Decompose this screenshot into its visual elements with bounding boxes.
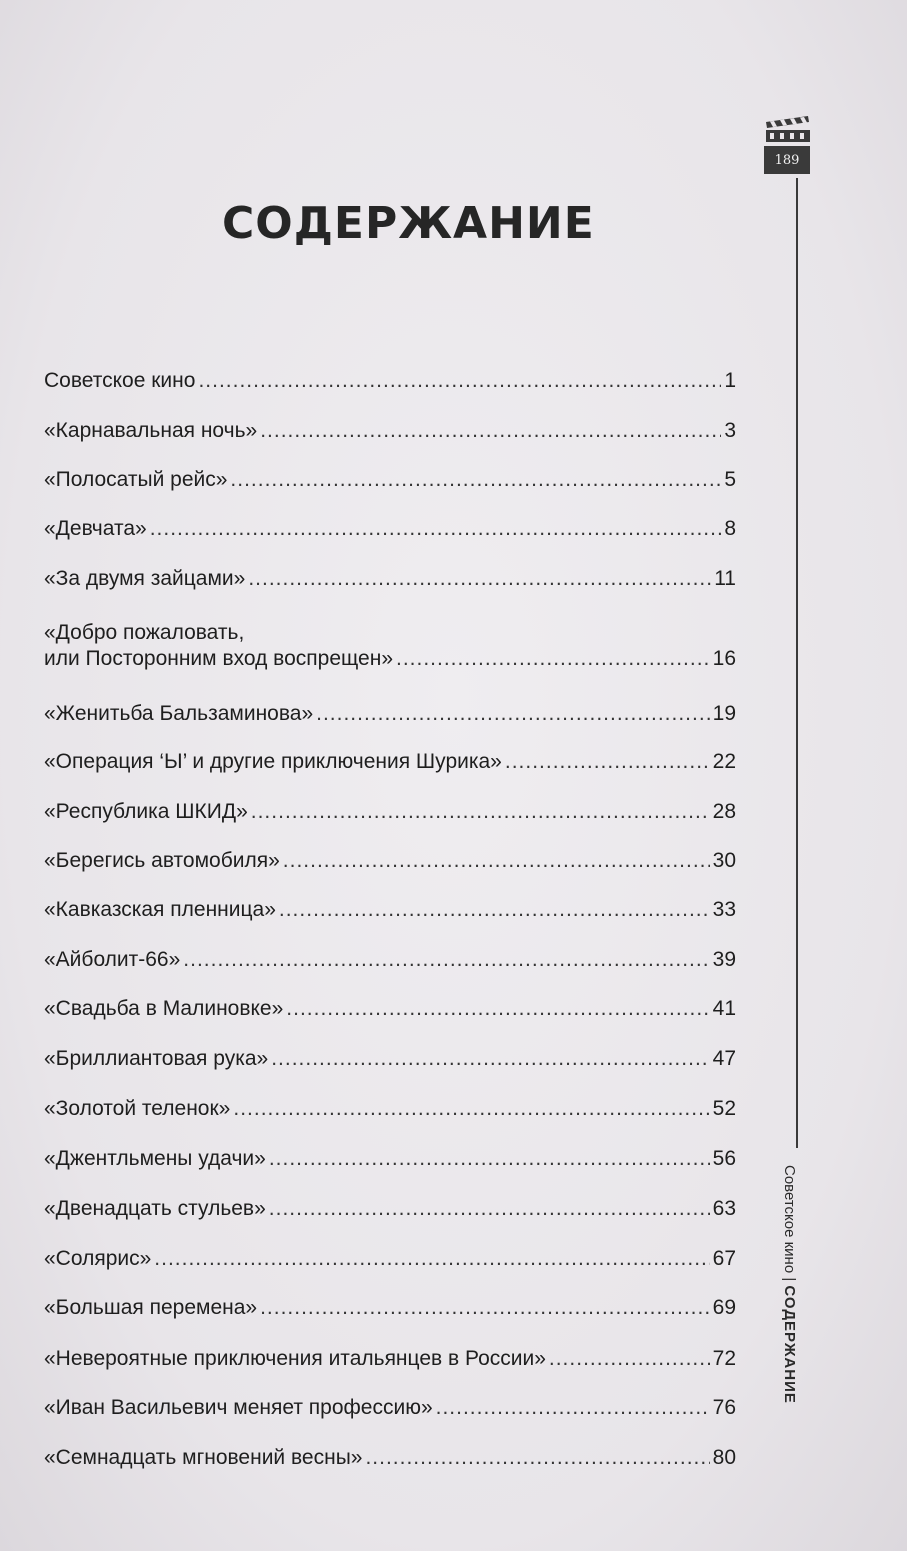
toc-entry-title: «Бриллиантовая рука» [44,1047,269,1070]
toc-entry-title: «За двумя зайцами» [44,567,246,590]
toc-entry [44,620,736,672]
toc-entry-title: «Кавказская пленница» [44,898,276,921]
toc-entry [44,1395,736,1421]
toc-entry-title: «Полосатый рейс» [44,468,228,491]
toc-page-number: 3 [724,419,736,442]
toc-entry-title: или Посторонним вход воспрещен» [44,647,393,670]
toc-leader-dots [150,516,722,542]
toc-entry [44,1346,736,1372]
toc-entry [44,1096,736,1122]
toc-leader-dots [316,701,710,727]
toc-entry [44,996,736,1022]
toc-page-number: 41 [712,997,736,1020]
toc-page-number: 8 [724,517,736,540]
toc-page-number: 56 [712,1147,736,1170]
toc-entry [44,1196,736,1222]
toc-leader-dots [154,1246,709,1272]
toc-leader-dots [198,368,721,394]
toc-leader-dots [286,996,709,1022]
page-title: СОДЕРЖАНИЕ [222,198,595,249]
toc-entry [44,1246,736,1272]
running-header-separator: | [781,1277,798,1282]
toc-page-number: 16 [712,647,736,670]
toc-page-number: 72 [712,1347,736,1370]
toc-page-number: 5 [724,468,736,491]
toc-entry-title: Советское кино [44,369,196,392]
toc-entry-title: «Айболит-66» [44,948,181,971]
toc-entry [44,897,736,923]
toc-entry-title: «Добро пожаловать, [44,621,245,644]
toc-page-number: 69 [712,1296,736,1319]
toc-leader-dots [436,1395,710,1421]
toc-entry-title: «Женитьба Бальзаминова» [44,702,314,725]
toc-page-number: 28 [712,800,736,823]
running-header [781,1165,816,1485]
toc-entry-title: «Иван Васильевич меняет профессию» [44,1396,433,1419]
page-number: 189 [764,146,810,174]
toc-entry [44,799,736,825]
toc-leader-dots [251,799,710,825]
toc-page-number: 63 [712,1197,736,1220]
toc-page-number: 33 [712,898,736,921]
running-header-section: Советское кино [781,1165,798,1274]
toc-entry [44,516,736,542]
toc-entry [44,368,736,394]
toc-leader-dots [260,418,721,444]
toc-entry [44,418,736,444]
toc-leader-dots [283,848,710,874]
toc-entry [44,848,736,874]
toc-entry [44,566,736,592]
toc-leader-dots [183,947,709,973]
toc-leader-dots [505,749,710,775]
toc-entry-title: «Золотой теленок» [44,1097,231,1120]
toc-leader-dots [248,566,711,592]
toc-entry-title: «Берегись автомобиля» [44,849,280,872]
toc-entry-title: «Республика ШКИД» [44,800,248,823]
toc-page-number: 30 [712,849,736,872]
toc-leader-dots [260,1295,710,1321]
toc-page-number: 52 [712,1097,736,1120]
toc-entry [44,1445,736,1471]
toc-entry [44,947,736,973]
toc-entry-title: «Карнавальная ночь» [44,419,258,442]
toc-entry-title: «Большая перемена» [44,1296,258,1319]
toc-entry-title: «Двенадцать стульев» [44,1197,266,1220]
toc-entry [44,1146,736,1172]
toc-entry-title: «Солярис» [44,1247,152,1270]
toc-entry-title: «Девчата» [44,517,147,540]
toc-leader-dots [396,646,710,672]
toc-entry-title: «Семнадцать мгновений весны» [44,1446,363,1469]
toc-entry-title: «Джентльмены удачи» [44,1147,266,1170]
toc-entry [44,1295,736,1321]
toc-leader-dots [365,1445,709,1471]
toc-entry [44,749,736,775]
toc-entry [44,1046,736,1072]
toc-page-number: 22 [712,750,736,773]
toc-page-number: 11 [714,567,736,590]
toc-leader-dots [279,897,710,923]
toc-page-number: 39 [712,948,736,971]
toc-page-number: 47 [712,1047,736,1070]
toc-page-number: 76 [712,1396,736,1419]
toc-leader-dots [271,1046,709,1072]
toc-leader-dots [549,1346,710,1372]
toc-entry-title: «Невероятные приключения итальянцев в России» [44,1347,546,1370]
toc-entry [44,701,736,727]
toc-page-number: 67 [712,1247,736,1270]
toc-page-number: 19 [712,702,736,725]
toc-page-number: 1 [724,369,736,392]
toc-leader-dots [233,1096,709,1122]
toc-entry-title: «Операция ‘Ы’ и другие приключения Шурика» [44,750,502,773]
toc-leader-dots [269,1146,710,1172]
toc-entry [44,467,736,493]
toc-leader-dots [269,1196,710,1222]
toc-entry-title: «Свадьба в Малиновке» [44,997,284,1020]
toc-leader-dots [230,467,721,493]
toc-page-number: 80 [712,1446,736,1469]
running-header-chapter: СОДЕРЖАНИЕ [781,1285,798,1404]
